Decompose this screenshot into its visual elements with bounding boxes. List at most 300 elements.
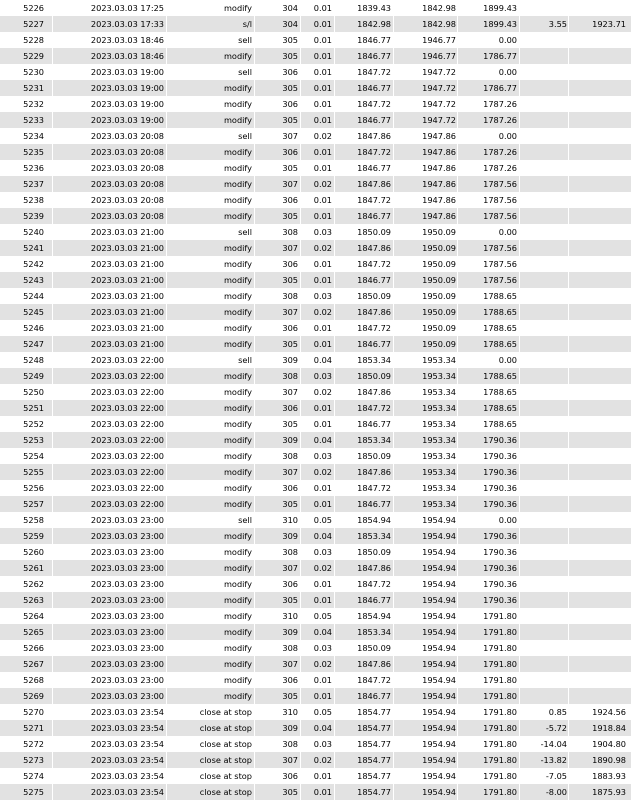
trade-size: 0.01 bbox=[313, 163, 332, 173]
trade-balance bbox=[570, 320, 626, 336]
trade-profit bbox=[521, 112, 567, 128]
trade-time: 2023.03.03 19:00 bbox=[90, 67, 164, 77]
trade-number: 5273 bbox=[23, 755, 44, 765]
trade-row bbox=[0, 240, 631, 256]
trade-time: 2023.03.03 20:08 bbox=[90, 163, 164, 173]
trade-profit bbox=[521, 64, 567, 80]
trade-time: 2023.03.03 17:33 bbox=[90, 19, 164, 29]
trade-stop-loss: 1953.34 bbox=[422, 483, 456, 493]
trade-time: 2023.03.03 23:54 bbox=[90, 755, 164, 765]
trade-order: 308 bbox=[282, 227, 298, 237]
trade-time: 2023.03.03 21:00 bbox=[90, 227, 164, 237]
trade-balance: 1924.56 bbox=[592, 707, 626, 717]
trade-size: 0.01 bbox=[313, 275, 332, 285]
trade-stop-loss: 1954.94 bbox=[422, 611, 456, 621]
trade-row bbox=[0, 32, 631, 48]
trade-time: 2023.03.03 23:54 bbox=[90, 739, 164, 749]
trade-profit bbox=[521, 544, 567, 560]
trade-take-profit: 1899.43 bbox=[483, 3, 517, 13]
trade-order: 306 bbox=[282, 67, 298, 77]
trade-balance bbox=[570, 240, 626, 256]
trade-take-profit: 1787.56 bbox=[483, 259, 517, 269]
trade-type: modify bbox=[223, 179, 252, 189]
trade-stop-loss: 1954.94 bbox=[422, 627, 456, 637]
trade-profit bbox=[521, 208, 567, 224]
trade-profit bbox=[521, 592, 567, 608]
trade-size: 0.01 bbox=[313, 115, 332, 125]
trade-profit bbox=[521, 256, 567, 272]
trade-profit bbox=[521, 144, 567, 160]
trade-profit: 0.85 bbox=[548, 707, 567, 717]
trade-balance bbox=[570, 400, 626, 416]
trade-row bbox=[0, 608, 631, 624]
trade-price: 1846.77 bbox=[357, 499, 391, 509]
trade-size: 0.01 bbox=[313, 771, 332, 781]
trade-time: 2023.03.03 17:25 bbox=[90, 3, 164, 13]
trade-type: close at stop bbox=[199, 723, 252, 733]
trade-type: modify bbox=[223, 659, 252, 669]
trade-price: 1850.09 bbox=[357, 451, 391, 461]
trade-take-profit: 1790.36 bbox=[483, 435, 517, 445]
trade-order: 306 bbox=[282, 675, 298, 685]
trade-number: 5261 bbox=[23, 563, 44, 573]
trade-number: 5266 bbox=[23, 643, 44, 653]
trade-take-profit: 0.00 bbox=[498, 515, 517, 525]
trade-profit bbox=[521, 352, 567, 368]
trade-order: 307 bbox=[282, 563, 298, 573]
trade-size: 0.01 bbox=[313, 595, 332, 605]
trade-row bbox=[0, 352, 631, 368]
trade-type: modify bbox=[223, 147, 252, 157]
trade-take-profit: 1788.65 bbox=[483, 339, 517, 349]
trade-balance bbox=[570, 144, 626, 160]
trade-row bbox=[0, 272, 631, 288]
trade-row bbox=[0, 560, 631, 576]
trade-type: modify bbox=[223, 483, 252, 493]
trade-balance: 1890.98 bbox=[592, 755, 626, 765]
trade-row bbox=[0, 720, 631, 736]
trade-time: 2023.03.03 23:00 bbox=[90, 659, 164, 669]
trade-balance bbox=[570, 448, 626, 464]
trade-type: modify bbox=[223, 467, 252, 477]
trade-stop-loss: 1954.94 bbox=[422, 691, 456, 701]
trade-order: 304 bbox=[282, 19, 298, 29]
trade-number: 5255 bbox=[23, 467, 44, 477]
trade-balance bbox=[570, 48, 626, 64]
trade-number: 5271 bbox=[23, 723, 44, 733]
trade-type: modify bbox=[223, 307, 252, 317]
trade-take-profit: 1787.56 bbox=[483, 243, 517, 253]
trade-stop-loss: 1947.86 bbox=[422, 147, 456, 157]
trade-order: 306 bbox=[282, 579, 298, 589]
trade-stop-loss: 1842.98 bbox=[422, 19, 456, 29]
trade-number: 5258 bbox=[23, 515, 44, 525]
trade-order: 310 bbox=[282, 515, 298, 525]
trade-size: 0.01 bbox=[313, 35, 332, 45]
trade-take-profit: 1788.65 bbox=[483, 419, 517, 429]
trade-type: modify bbox=[223, 579, 252, 589]
trade-price: 1847.72 bbox=[357, 483, 391, 493]
trade-type: modify bbox=[223, 547, 252, 557]
trade-row bbox=[0, 512, 631, 528]
trade-profit bbox=[521, 416, 567, 432]
trade-order: 306 bbox=[282, 195, 298, 205]
trade-number: 5243 bbox=[23, 275, 44, 285]
trade-price: 1846.77 bbox=[357, 691, 391, 701]
trade-row bbox=[0, 144, 631, 160]
trade-size: 0.01 bbox=[313, 211, 332, 221]
trade-size: 0.04 bbox=[313, 723, 332, 733]
trade-take-profit: 1791.80 bbox=[483, 771, 517, 781]
trade-profit bbox=[521, 400, 567, 416]
trade-price: 1854.77 bbox=[357, 707, 391, 717]
trade-take-profit: 1787.56 bbox=[483, 195, 517, 205]
trade-number: 5234 bbox=[23, 131, 44, 141]
trade-balance bbox=[570, 576, 626, 592]
trade-balance bbox=[570, 368, 626, 384]
trade-price: 1854.94 bbox=[357, 515, 391, 525]
trade-profit bbox=[521, 512, 567, 528]
trade-price: 1853.34 bbox=[357, 627, 391, 637]
trade-row bbox=[0, 480, 631, 496]
trade-time: 2023.03.03 20:08 bbox=[90, 179, 164, 189]
trade-order: 307 bbox=[282, 755, 298, 765]
trade-profit bbox=[521, 672, 567, 688]
trade-type: close at stop bbox=[199, 739, 252, 749]
trade-number: 5231 bbox=[23, 83, 44, 93]
trade-price: 1846.77 bbox=[357, 595, 391, 605]
trade-take-profit: 0.00 bbox=[498, 35, 517, 45]
trade-size: 0.01 bbox=[313, 403, 332, 413]
trade-number: 5263 bbox=[23, 595, 44, 605]
trade-price: 1846.77 bbox=[357, 339, 391, 349]
trade-size: 0.01 bbox=[313, 259, 332, 269]
trade-stop-loss: 1950.09 bbox=[422, 307, 456, 317]
trade-row bbox=[0, 768, 631, 784]
column-divider bbox=[393, 0, 394, 800]
column-divider bbox=[166, 0, 167, 800]
trade-number: 5239 bbox=[23, 211, 44, 221]
trade-profit bbox=[521, 176, 567, 192]
trade-number: 5267 bbox=[23, 659, 44, 669]
trade-size: 0.01 bbox=[313, 67, 332, 77]
trade-row bbox=[0, 64, 631, 80]
trade-row bbox=[0, 736, 631, 752]
trade-type: modify bbox=[223, 675, 252, 685]
trade-take-profit: 1786.77 bbox=[483, 83, 517, 93]
trade-balance bbox=[570, 480, 626, 496]
trade-time: 2023.03.03 21:00 bbox=[90, 259, 164, 269]
trade-take-profit: 1790.36 bbox=[483, 451, 517, 461]
trade-stop-loss: 1954.94 bbox=[422, 739, 456, 749]
trade-size: 0.01 bbox=[313, 51, 332, 61]
trade-profit bbox=[521, 448, 567, 464]
trade-row bbox=[0, 400, 631, 416]
trade-balance bbox=[570, 416, 626, 432]
trade-stop-loss: 1947.72 bbox=[422, 83, 456, 93]
trade-take-profit: 1787.56 bbox=[483, 179, 517, 189]
trade-type: modify bbox=[223, 163, 252, 173]
trade-order: 305 bbox=[282, 419, 298, 429]
trade-balance bbox=[570, 128, 626, 144]
trade-take-profit: 1788.65 bbox=[483, 307, 517, 317]
trade-time: 2023.03.03 19:00 bbox=[90, 99, 164, 109]
trade-profit bbox=[521, 304, 567, 320]
trade-time: 2023.03.03 23:00 bbox=[90, 611, 164, 621]
trade-time: 2023.03.03 20:08 bbox=[90, 147, 164, 157]
trade-order: 306 bbox=[282, 323, 298, 333]
trade-order: 304 bbox=[282, 3, 298, 13]
trade-order: 308 bbox=[282, 547, 298, 557]
trade-stop-loss: 1950.09 bbox=[422, 275, 456, 285]
trade-profit bbox=[521, 192, 567, 208]
trade-type: modify bbox=[223, 371, 252, 381]
trade-size: 0.03 bbox=[313, 227, 332, 237]
trade-price: 1847.86 bbox=[357, 307, 391, 317]
trade-price: 1853.34 bbox=[357, 355, 391, 365]
trade-size: 0.04 bbox=[313, 355, 332, 365]
trade-order: 309 bbox=[282, 435, 298, 445]
trade-number: 5245 bbox=[23, 307, 44, 317]
trade-order: 305 bbox=[282, 787, 298, 797]
trade-size: 0.02 bbox=[313, 467, 332, 477]
trade-type: modify bbox=[223, 643, 252, 653]
trade-take-profit: 1790.36 bbox=[483, 579, 517, 589]
trade-type: sell bbox=[238, 67, 252, 77]
trade-time: 2023.03.03 20:08 bbox=[90, 131, 164, 141]
trade-size: 0.01 bbox=[313, 675, 332, 685]
trade-order: 305 bbox=[282, 51, 298, 61]
trade-row bbox=[0, 96, 631, 112]
trade-number: 5227 bbox=[23, 19, 44, 29]
trade-row bbox=[0, 304, 631, 320]
trade-time: 2023.03.03 23:00 bbox=[90, 691, 164, 701]
trade-number: 5256 bbox=[23, 483, 44, 493]
trade-time: 2023.03.03 23:00 bbox=[90, 531, 164, 541]
trade-number: 5229 bbox=[23, 51, 44, 61]
trade-type: close at stop bbox=[199, 755, 252, 765]
trade-row bbox=[0, 448, 631, 464]
trade-row bbox=[0, 464, 631, 480]
trade-profit bbox=[521, 640, 567, 656]
column-divider bbox=[300, 0, 301, 800]
trade-row bbox=[0, 336, 631, 352]
trade-take-profit: 1788.65 bbox=[483, 387, 517, 397]
trade-stop-loss: 1947.72 bbox=[422, 115, 456, 125]
trade-time: 2023.03.03 23:00 bbox=[90, 643, 164, 653]
trade-stop-loss: 1954.94 bbox=[422, 659, 456, 669]
trade-stop-loss: 1953.34 bbox=[422, 435, 456, 445]
trade-type: modify bbox=[223, 323, 252, 333]
trade-type: sell bbox=[238, 355, 252, 365]
trade-profit: 3.55 bbox=[548, 19, 567, 29]
trade-profit bbox=[521, 608, 567, 624]
trade-price: 1847.86 bbox=[357, 563, 391, 573]
trade-price: 1846.77 bbox=[357, 419, 391, 429]
trade-type: modify bbox=[223, 691, 252, 701]
trade-size: 0.03 bbox=[313, 451, 332, 461]
trade-size: 0.02 bbox=[313, 131, 332, 141]
trade-stop-loss: 1954.94 bbox=[422, 563, 456, 573]
trade-size: 0.04 bbox=[313, 627, 332, 637]
trade-number: 5268 bbox=[23, 675, 44, 685]
trade-profit bbox=[521, 496, 567, 512]
trade-row bbox=[0, 544, 631, 560]
trade-row bbox=[0, 592, 631, 608]
trade-row bbox=[0, 704, 631, 720]
trade-balance bbox=[570, 256, 626, 272]
trade-profit bbox=[521, 288, 567, 304]
trade-order: 308 bbox=[282, 291, 298, 301]
trade-type: modify bbox=[223, 611, 252, 621]
trade-order: 305 bbox=[282, 499, 298, 509]
trade-size: 0.03 bbox=[313, 291, 332, 301]
trade-profit: -7.05 bbox=[545, 771, 567, 781]
trade-order: 305 bbox=[282, 211, 298, 221]
trade-number: 5257 bbox=[23, 499, 44, 509]
trade-size: 0.01 bbox=[313, 483, 332, 493]
trade-order: 309 bbox=[282, 531, 298, 541]
trade-order: 305 bbox=[282, 339, 298, 349]
trade-price: 1854.77 bbox=[357, 787, 391, 797]
trade-stop-loss: 1946.77 bbox=[422, 35, 456, 45]
trade-order: 305 bbox=[282, 595, 298, 605]
trade-profit bbox=[521, 656, 567, 672]
trade-balance: 1875.93 bbox=[592, 787, 626, 797]
trade-balance bbox=[570, 160, 626, 176]
trade-balance bbox=[570, 464, 626, 480]
trade-stop-loss: 1953.34 bbox=[422, 451, 456, 461]
trade-price: 1846.77 bbox=[357, 83, 391, 93]
trade-profit bbox=[521, 336, 567, 352]
trade-balance bbox=[570, 336, 626, 352]
trade-stop-loss: 1953.34 bbox=[422, 371, 456, 381]
trade-number: 5235 bbox=[23, 147, 44, 157]
trade-number: 5240 bbox=[23, 227, 44, 237]
trade-balance bbox=[570, 592, 626, 608]
trade-order: 309 bbox=[282, 627, 298, 637]
trade-size: 0.04 bbox=[313, 531, 332, 541]
trade-time: 2023.03.03 22:00 bbox=[90, 499, 164, 509]
trade-stop-loss: 1954.94 bbox=[422, 675, 456, 685]
trade-type: close at stop bbox=[199, 787, 252, 797]
trade-stop-loss: 1946.77 bbox=[422, 51, 456, 61]
trade-price: 1850.09 bbox=[357, 547, 391, 557]
trade-size: 0.01 bbox=[313, 3, 332, 13]
trade-row bbox=[0, 256, 631, 272]
trade-size: 0.03 bbox=[313, 643, 332, 653]
trade-profit bbox=[521, 576, 567, 592]
trade-row bbox=[0, 368, 631, 384]
trade-profit bbox=[521, 560, 567, 576]
trade-take-profit: 1787.26 bbox=[483, 147, 517, 157]
trade-order: 305 bbox=[282, 35, 298, 45]
trade-stop-loss: 1954.94 bbox=[422, 723, 456, 733]
trade-stop-loss: 1953.34 bbox=[422, 499, 456, 509]
trade-type: modify bbox=[223, 115, 252, 125]
trade-number: 5275 bbox=[23, 787, 44, 797]
trade-time: 2023.03.03 22:00 bbox=[90, 387, 164, 397]
trade-profit bbox=[521, 464, 567, 480]
trade-number: 5265 bbox=[23, 627, 44, 637]
trade-row bbox=[0, 176, 631, 192]
trade-size: 0.01 bbox=[313, 147, 332, 157]
trade-stop-loss: 1950.09 bbox=[422, 291, 456, 301]
trade-stop-loss: 1954.94 bbox=[422, 531, 456, 541]
trade-stop-loss: 1954.94 bbox=[422, 707, 456, 717]
trade-profit bbox=[521, 160, 567, 176]
trade-price: 1847.72 bbox=[357, 195, 391, 205]
trade-balance bbox=[570, 640, 626, 656]
trade-order: 305 bbox=[282, 163, 298, 173]
trade-take-profit: 1788.65 bbox=[483, 403, 517, 413]
trade-order: 306 bbox=[282, 403, 298, 413]
trade-price: 1847.72 bbox=[357, 99, 391, 109]
trade-stop-loss: 1954.94 bbox=[422, 579, 456, 589]
trade-balance: 1918.84 bbox=[592, 723, 626, 733]
trade-type: modify bbox=[223, 275, 252, 285]
trade-order: 306 bbox=[282, 147, 298, 157]
trade-order: 307 bbox=[282, 179, 298, 189]
trade-take-profit: 1791.80 bbox=[483, 675, 517, 685]
trade-price: 1850.09 bbox=[357, 227, 391, 237]
trade-size: 0.01 bbox=[313, 339, 332, 349]
trade-stop-loss: 1953.34 bbox=[422, 403, 456, 413]
trade-take-profit: 0.00 bbox=[498, 227, 517, 237]
trade-balance bbox=[570, 560, 626, 576]
trade-take-profit: 0.00 bbox=[498, 67, 517, 77]
trade-take-profit: 1791.80 bbox=[483, 739, 517, 749]
trade-type: sell bbox=[238, 227, 252, 237]
trade-order: 306 bbox=[282, 771, 298, 781]
trade-time: 2023.03.03 23:00 bbox=[90, 563, 164, 573]
trade-take-profit: 1788.65 bbox=[483, 371, 517, 381]
trade-order: 309 bbox=[282, 723, 298, 733]
trade-profit bbox=[521, 624, 567, 640]
trade-profit bbox=[521, 240, 567, 256]
trade-row bbox=[0, 416, 631, 432]
trade-price: 1839.43 bbox=[357, 3, 391, 13]
trade-stop-loss: 1950.09 bbox=[422, 243, 456, 253]
trade-number: 5233 bbox=[23, 115, 44, 125]
trade-stop-loss: 1953.34 bbox=[422, 467, 456, 477]
column-divider bbox=[519, 0, 520, 800]
trade-size: 0.02 bbox=[313, 179, 332, 189]
trade-number: 5232 bbox=[23, 99, 44, 109]
trade-row bbox=[0, 784, 631, 800]
trade-type: sell bbox=[238, 35, 252, 45]
trade-price: 1846.77 bbox=[357, 51, 391, 61]
trade-time: 2023.03.03 21:00 bbox=[90, 339, 164, 349]
trade-take-profit: 1787.56 bbox=[483, 275, 517, 285]
trade-time: 2023.03.03 23:54 bbox=[90, 771, 164, 781]
trade-number: 5269 bbox=[23, 691, 44, 701]
trade-order: 306 bbox=[282, 99, 298, 109]
trade-price: 1847.72 bbox=[357, 675, 391, 685]
trade-type: modify bbox=[223, 291, 252, 301]
trade-time: 2023.03.03 22:00 bbox=[90, 403, 164, 413]
trade-time: 2023.03.03 18:46 bbox=[90, 51, 164, 61]
trade-profit: -14.04 bbox=[540, 739, 567, 749]
trade-order: 308 bbox=[282, 643, 298, 653]
trade-size: 0.02 bbox=[313, 243, 332, 253]
trade-time: 2023.03.03 23:00 bbox=[90, 515, 164, 525]
trade-number: 5264 bbox=[23, 611, 44, 621]
trade-take-profit: 1790.36 bbox=[483, 563, 517, 573]
trade-number: 5272 bbox=[23, 739, 44, 749]
trade-row bbox=[0, 48, 631, 64]
trade-take-profit: 1791.80 bbox=[483, 611, 517, 621]
